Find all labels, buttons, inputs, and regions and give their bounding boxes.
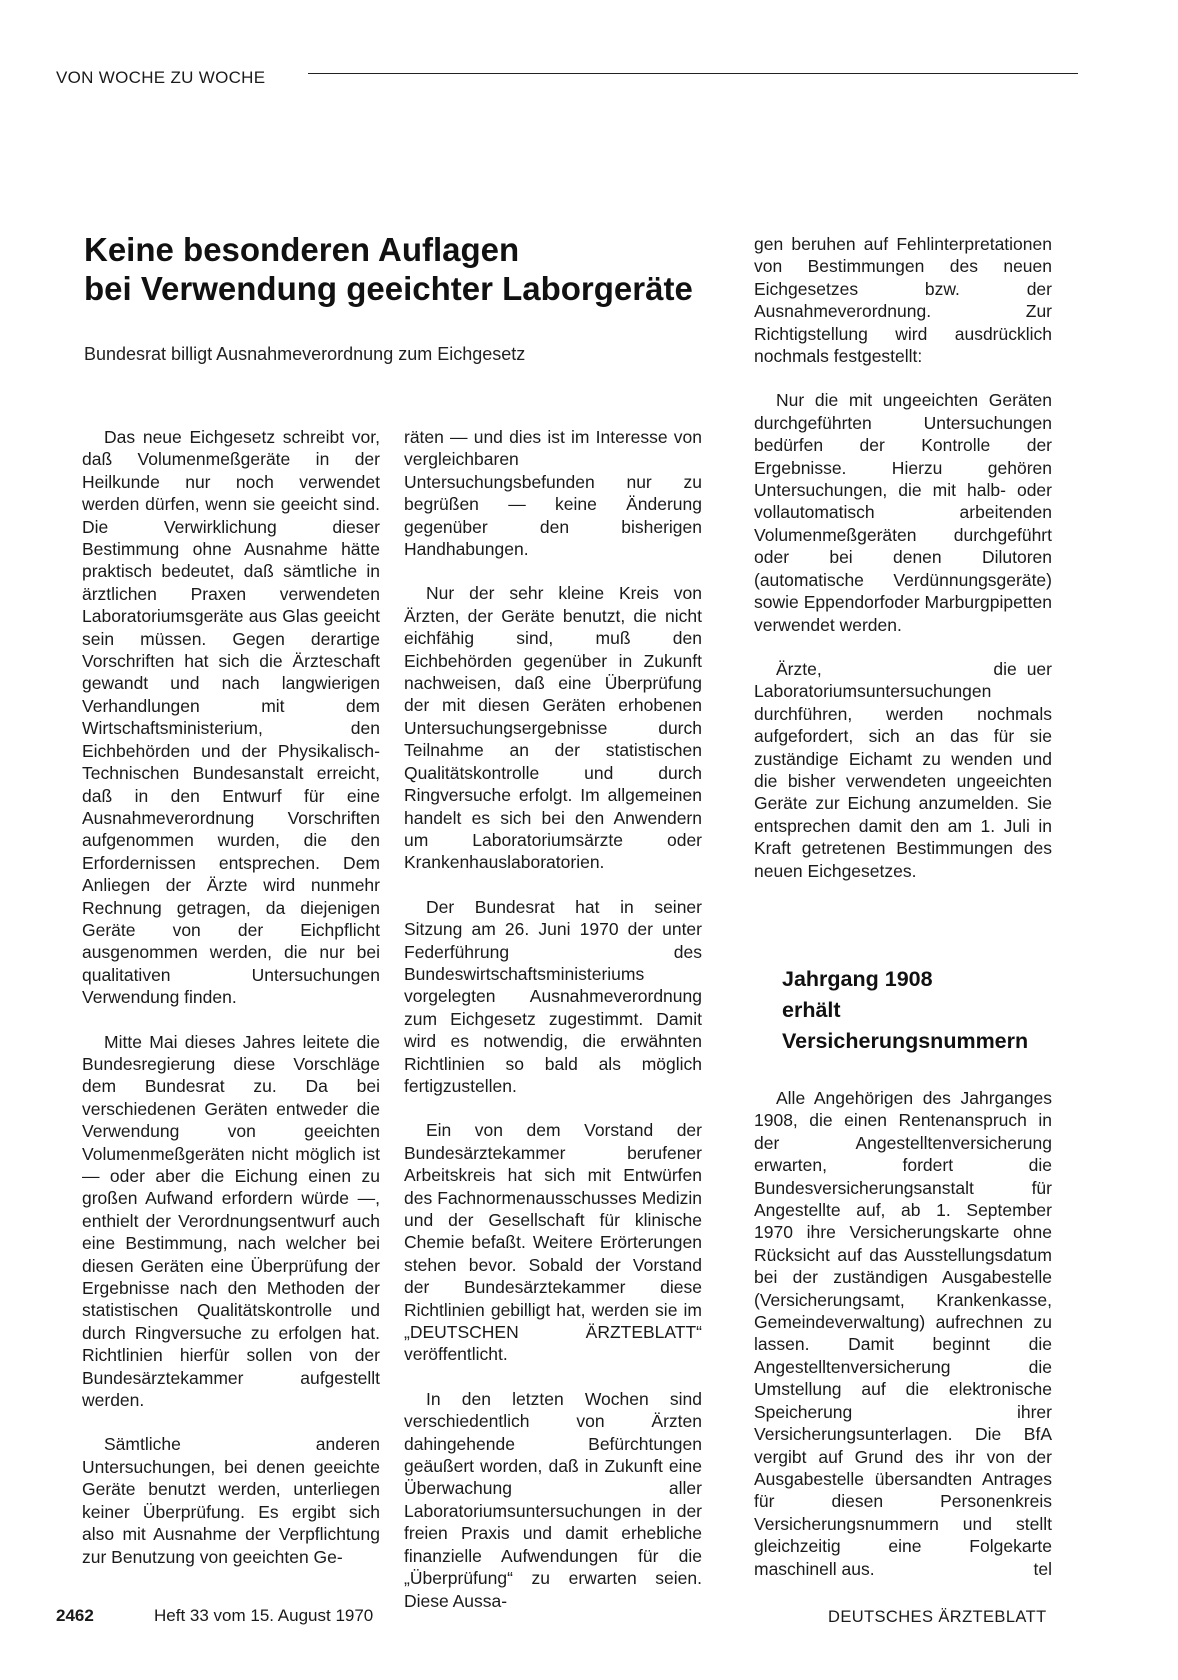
headline-line-1: Keine besonderen Auflagen xyxy=(84,231,520,268)
article-headline xyxy=(84,230,724,308)
paragraph: Mitte Mai dieses Jahres leitete die Bundesregierung diese Vorschläge dem Bundesrat zu. Da bei verschiedenen Geräten entweder die Verwendung von geeichten Volumenmeßgeräten nicht möglich ist — oder aber die Eichung einen zu großen Aufwand erfordern würde —, enthielt der Verordnungsentwurf auch eine Bestimmung, nach welcher bei diesen Geräten eine Überprüfung der Ergebnisse nach den Methoden der statistischen Qualitätskontrolle und durch Ringversuche zu erfolgen hat. Richtlinien hierfür sollen von der Bundesärztekammer aufgestellt werden. xyxy=(82,1031,380,1411)
issue-info: Heft 33 vom 15. August 1970 xyxy=(154,1606,374,1625)
article-column-1 xyxy=(82,426,380,1568)
article-subheadline: Bundesrat billigt Ausnahmeverordnung zum Eichgesetz xyxy=(84,344,526,364)
section-label: VON WOCHE ZU WOCHE xyxy=(56,68,266,87)
paragraph-text: Alle Angehörigen des Jahrganges 1908, die einen Rentenanspruch in der Angestelltenversicherung erwarten, fordert die Bundesversicherungsanstalt für Angestellte auf, ab 1. September 1970 ihre Versicherungskarte ohne Rücksicht auf das Ausstellungsdatum bei der zuständigen Ausgabestelle (Versicherungsamt, Krankenkasse, Gemeindeverwaltung) aufrechnen zu lassen. Damit beginnt die Angestelltenversicherung die Umstellung auf die elektronische Speicherung ihrer Versicherungsunterlagen. Die BfA vergibt auf Grund des ihr von der Ausgabestelle übersandten Antrages für diesen Personenkreis Versicherungsnummern und stellt gleichzeitig eine Folgekarte maschinell aus. xyxy=(754,1088,1052,1579)
paragraph: Ein von dem Vorstand der Bundesärztekammer berufener Arbeitskreis hat sich mit Entwürfen des Fachnormenausschusses Medizin und der Gesellschaft für klinische Chemie befaßt. Weitere Erörterungen stehen bevor. Sobald der Vorstand der Bundesärztekammer diese Richtlinien gebilligt hat, werden sie im „DEUTSCHEN ÄRZTEBLATT“ veröffentlicht. xyxy=(404,1120,702,1365)
paragraph: In den letzten Wochen sind verschiedentlich von Ärzten dahingehende Befürchtungen geäußert worden, daß in Zukunft eine Überwachung aller Laboratoriumsuntersuchungen in der freien Praxis und damit erhebliche finanzielle Aufwendungen für die „Überprüfung“ zu erwarten seien. Diese Aussa- xyxy=(404,1388,702,1611)
sidebar-headline-line-3: Versicherungsnummern xyxy=(782,1029,1029,1053)
sidebar-headline-line-1: Jahrgang 1908 xyxy=(782,967,933,991)
paragraph: Das neue Eichgesetz schreibt vor, daß Volumenmeßgeräte in der Heilkunde nur noch verwendet werden dürfen, wenn sie geeicht sind. Die Verwirklichung dieser Bestimmung ohne Ausnahme hätte praktisch bedeutet, daß sämtliche in ärztlichen Praxen verwendeten Laboratoriumsgeräte aus Glas geeicht sein müssen. Gegen derartige Vorschriften hat sich die Ärzteschaft gewandt und nach langwierigen Verhandlungen mit dem Wirtschaftsministerium, den Eichbehörden und der Physikalisch-Technischen Bundesanstalt erreicht, daß in den Entwurf für eine Ausnahmeverordnung Vorschriften aufgenommen wurden, die den Erfordernissen entsprechen. Dem Anliegen der Ärzte wird nunmehr Rechnung getragen, da diejenigen Geräte von der Eichpflicht ausgenommen werden, die nur bei qualitativen Untersuchungen Verwendung finden. xyxy=(82,427,380,1008)
sidebar-headline-line-2: erhält xyxy=(782,998,841,1022)
author-initials: uer xyxy=(1026,658,1052,679)
paragraph: gen beruhen auf Fehlinterpretationen von Bestimmungen des neuen Eichgesetzes bzw. der Ausnahmeverordnung. Zur Richtigstellung wird ausdrücklich nochmals festgestellt: xyxy=(754,234,1052,367)
paragraph: Nur die mit ungeeichten Geräten durchgeführten Untersuchungen bedürfen der Kontrolle der Ergebnisse. Hierzu gehören Untersuchungen, die mit halb- oder vollautomatisch arbeitenden Volumenmeßgeräten durchgeführt oder bei denen Dilutoren (automatische Verdünnungsgeräte) sowie Eppendorfoder Marburgpipetten verwendet werden. xyxy=(754,390,1052,635)
paragraph: Sämtliche anderen Untersuchungen, bei denen geeichte Geräte benutzt werden, unterliegen keiner Überprüfung. Es ergibt sich also mit Ausnahme der Verpflichtung zur Benutzung von geeichten Ge- xyxy=(82,1434,380,1567)
paragraph xyxy=(754,658,1052,882)
journal-name: DEUTSCHES ÄRZTEBLATT xyxy=(828,1608,1047,1626)
page-number: 2462 xyxy=(56,1606,94,1625)
paragraph: Der Bundesrat hat in seiner Sitzung am 26. Juni 1970 der unter Federführung des Bundeswirtschaftsministeriums vorgelegten Ausnahmeverordnung zum Eichgesetz zugestimmt. Damit wird es notwendig, die erwähnten Richtlinien so bald als möglich fertigzustellen. xyxy=(404,896,702,1096)
paragraph: räten — und dies ist im Interesse von vergleichbaren Untersuchungsbefunden nur zu begrüßen — keine Änderung gegenüber den bisherigen Handhabungen. xyxy=(404,427,702,560)
paragraph xyxy=(754,1087,1052,1580)
paragraph: Nur der sehr kleine Kreis von Ärzten, der Geräte benutzt, die nicht eichfähig sind, muß den Eichbehörden gegenüber in Zukunft nachweisen, daß eine Überprüfung der mit diesen Geräten erhobenen Untersuchungsergebnisse durch Teilnahme an der statistischen Qualitätskontrolle und durch Ringversuche erfolgt. Im allgemeinen handelt es sich bei den Anwendern um Laboratoriumsärzte oder Krankenhauslaboratorien. xyxy=(404,583,702,873)
headline-line-2: bei Verwendung geeichter Laborgeräte xyxy=(84,270,693,307)
sidebar-headline xyxy=(782,964,1072,1057)
author-initials: tel xyxy=(1033,1558,1052,1579)
header-rule xyxy=(308,73,1078,74)
article-column-3 xyxy=(754,233,1052,882)
paragraph-text: Ärzte, die Laboratoriumsuntersuchungen durchführen, werden nochmals aufgefordert, sich an das für sie zuständige Eichamt zu wenden und die bisher verwendeten ungeeichten Geräte zur Eichung anzumelden. Sie entsprechen damit den am 1. Juli in Kraft getretenen Bestimmungen des neuen Eichgesetzes. xyxy=(754,658,1052,881)
sidebar-article-column xyxy=(754,1087,1052,1580)
article-column-2 xyxy=(404,426,702,1612)
